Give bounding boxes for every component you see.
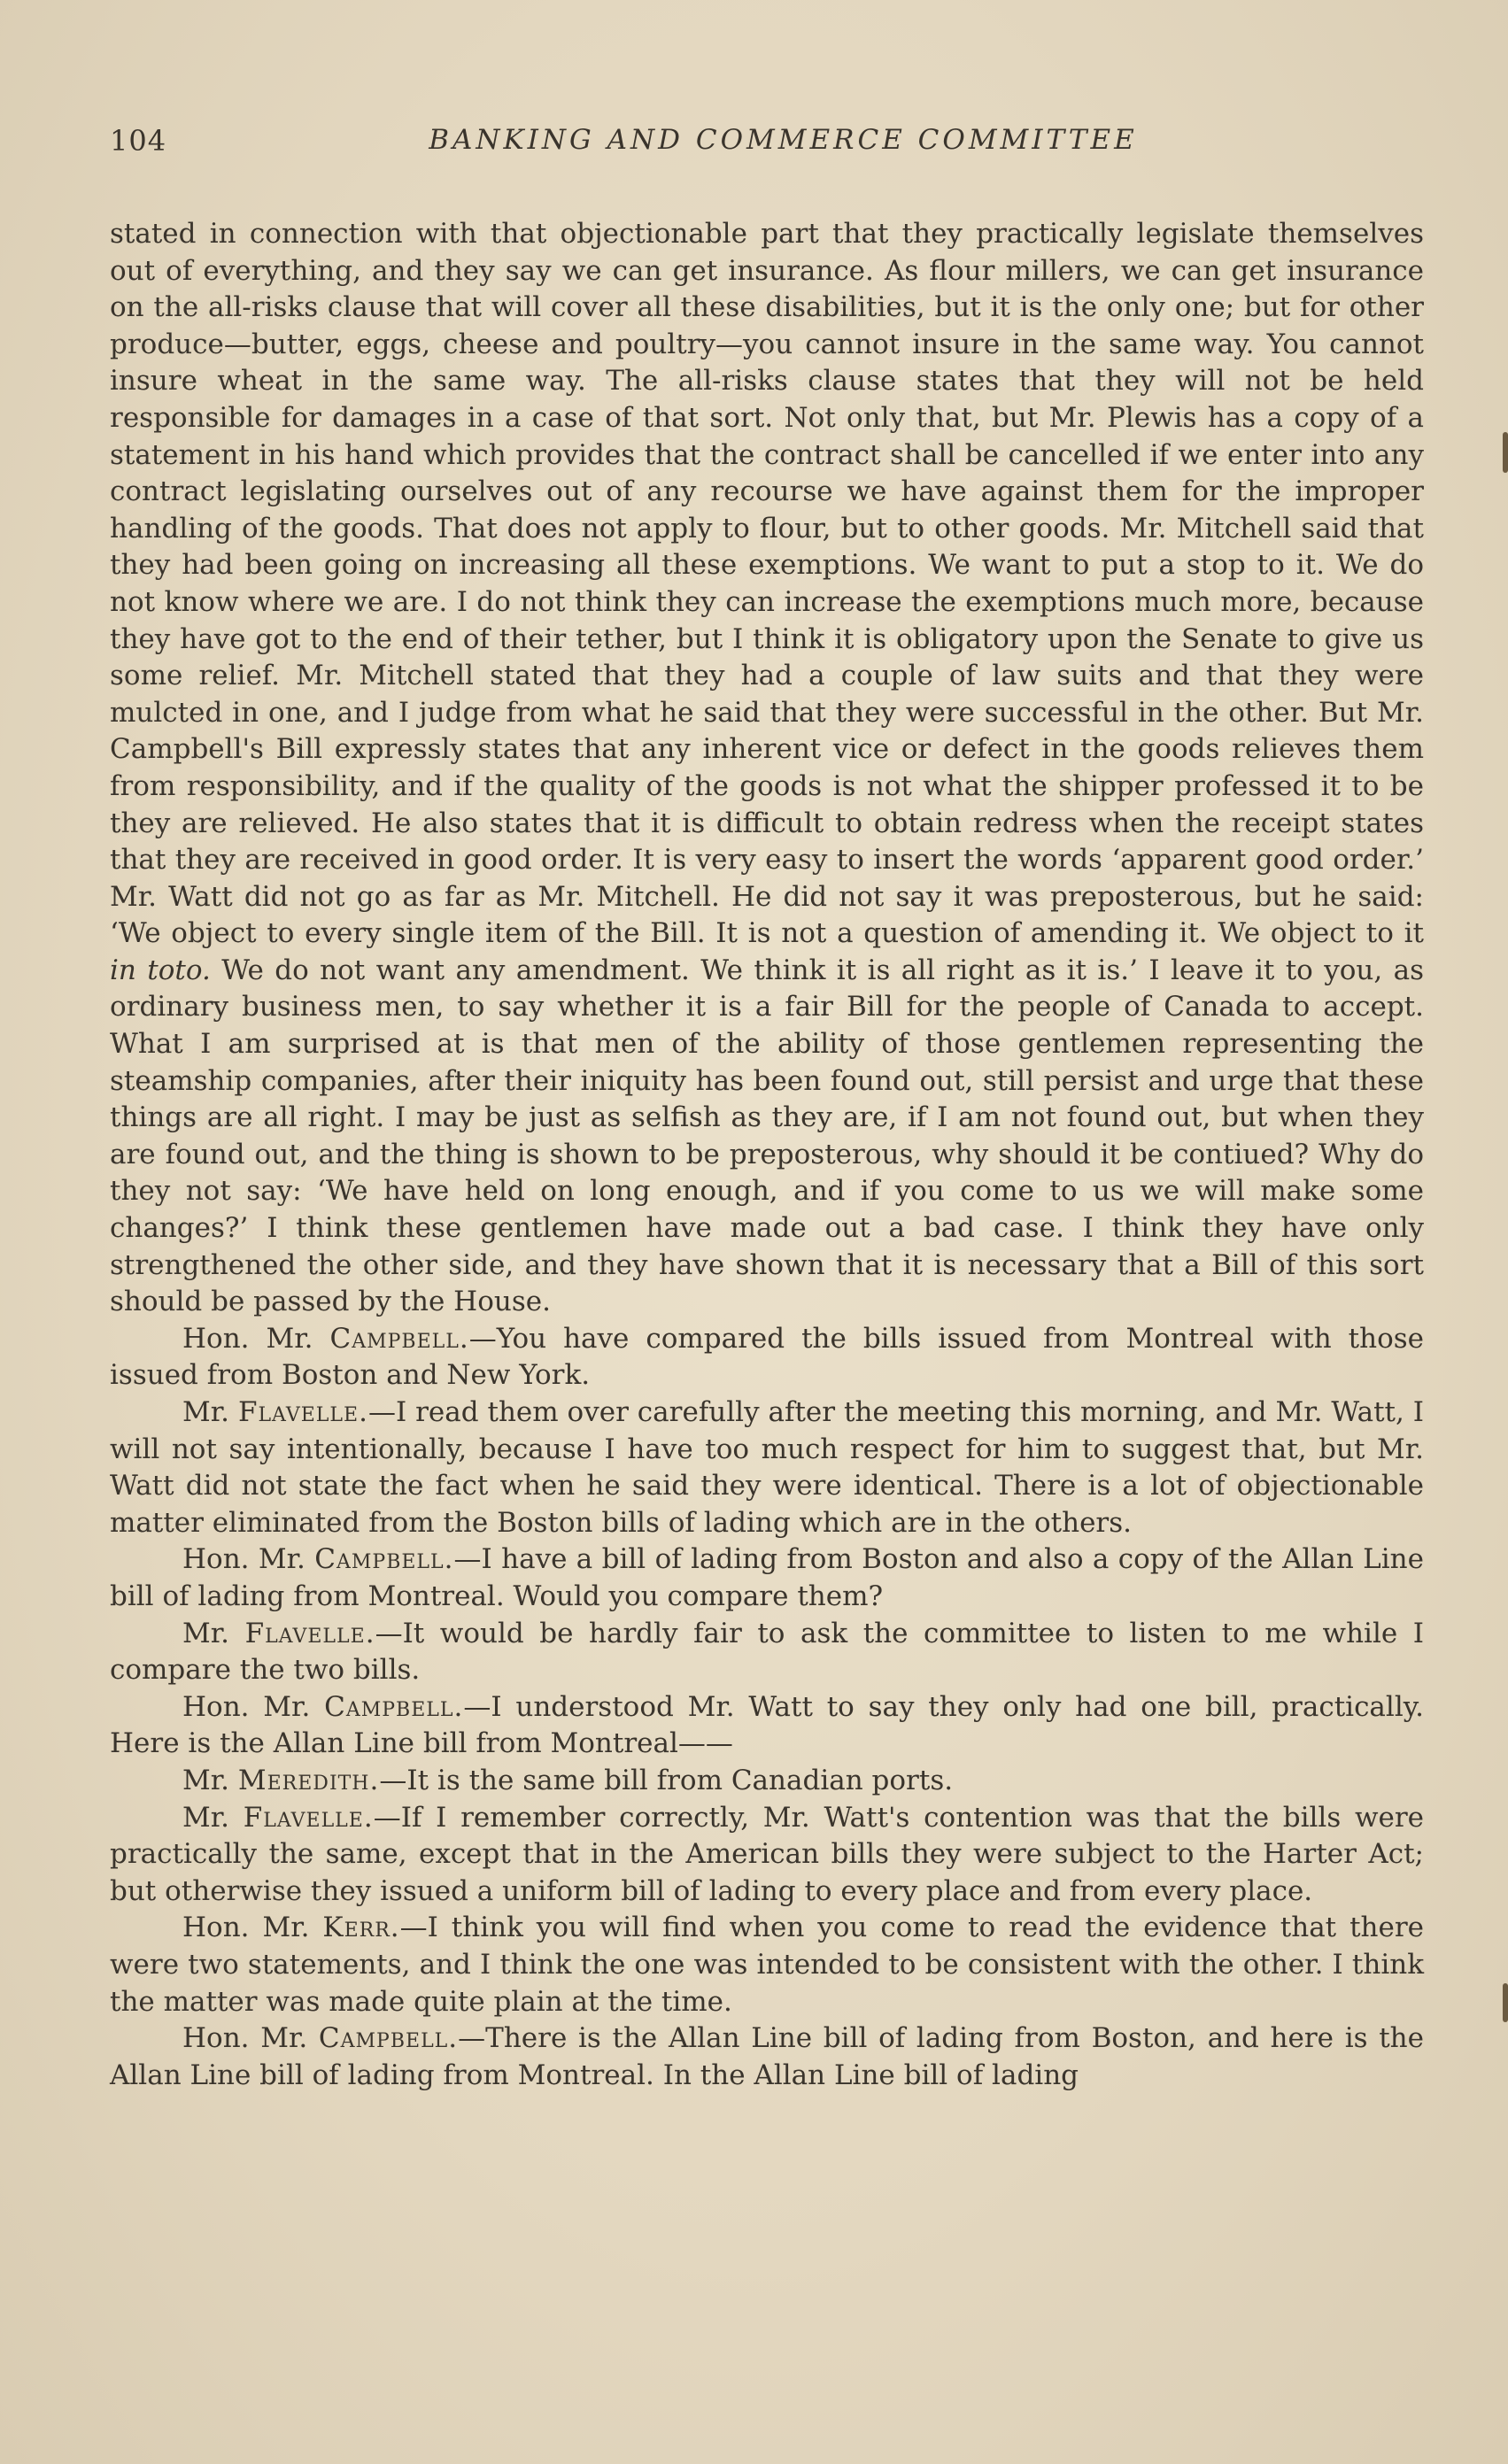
speaker-prefix: Hon. Mr.: [182, 1543, 305, 1576]
speaker-prefix: Hon. Mr.: [182, 2022, 308, 2055]
speaker-prefix: Mr.: [182, 1764, 230, 1796]
speaker-prefix: Hon. Mr.: [182, 1322, 313, 1355]
paragraph: Mr. Flavelle.—It would be hardly fair to ask the committee to listen to me while I compare the two bills.: [110, 1617, 1424, 1687]
speaker-prefix: Mr.: [182, 1396, 230, 1428]
paragraph: Hon. Mr. Kerr.—I think you will find when you come to read the evidence that there were two statements, and I think the one was intended to be consistent with the other. I think the matter was made quite plain at the time.: [110, 1912, 1424, 2018]
speaker-name: Kerr.: [322, 1912, 400, 1944]
paragraph: Hon. Mr. Campbell.—There is the Allan Line bill of lading from Boston, and here is the Allan Line bill of lading from Montreal. In the Allan Line bill of lading: [110, 2022, 1424, 2091]
paragraph: Mr. Flavelle.—If I remember correctly, Mr. Watt's contention was that the bills were practically the same, except that in the American bills they were subject to the Harter Act; but otherwise they issued a uniform bill of lading to every place and from every place.: [110, 1801, 1424, 1907]
speaker-name: Flavelle.: [237, 1396, 368, 1428]
speaker-name: Campbell.: [314, 1543, 454, 1576]
paragraph: stated in connection with that objectionable part that they practically legislate themselves out of everything, and they say we can get insurance. As flour millers, we can get insurance on the all-risks clause that will cover all these disabilities, but it is the only one; but for other produce—butter, eggs, cheese and poultry—you cannot insure in the same way. You cannot insure wheat in the same way. The all-risks clause states that they will not be held responsible for damages in a case of that sort. Not only that, but Mr. Plewis has a copy of a statement in his hand which provides that the contract shall be cancelled if we enter into any contract legislating ourselves out of any recourse we have against them for the improper handling of the goods. That does not apply to flour, but to other goods. Mr. Mitchell said that they had been going on increasing all these exemptions. We want to put a stop to it. We do not know where we are. I do not think they can increase the exemptions much more, because they have got to the end of their tether, but I think it is obligatory upon the Senate to give us some relief. Mr. Mitchell stated that they had a couple of law suits and that they were mulcted in one, and I judge from what he said that they were successful in the other. But Mr. Campbell's Bill expressly states that any inherent vice or defect in the goods relieves them from responsibility, and if the quality of the goods is not what the shipper professed it to be they are relieved. He also states that it is difficult to obtain redress when the receipt states that they are received in good order. It is very easy to insert the words ‘apparent good order.’ Mr. Watt did not go as far as Mr. Mitchell. He did not say it was preposterous, but he said: ‘We object to every single item of the Bill. It is not a question of amending it. We object to it in toto. We do not want any amendment. We think it is all right as it is.’ I leave it to you, as ordinary business men, to say whether it is a fair Bill for the people of Canada to accept. What I am surprised at is that men of the ability of those gentlemen representing the steamship companies, after their iniquity has been found out, still persist and urge that these things are all right. I may be just as selfish as they are, if I am not found out, but when they are found out, and the thing is shown to be preposterous, why should it be contiued? Why do they not say: ‘We have held on long enough, and if you come to us we will make some changes?’ I think these gentlemen have made out a bad case. I think they have only strengthened the other side, and they have shown that it is necessary that a Bill of this sort should be passed by the House.: [110, 218, 1424, 1318]
paragraph: Hon. Mr. Campbell.—I understood Mr. Watt to say they only had one bill, practically. Here is the Allan Line bill from Montreal——: [110, 1690, 1424, 1760]
body-text: [110, 216, 1424, 2094]
page-number: 104: [110, 124, 167, 158]
running-head: BANKING AND COMMERCE COMMITTEE: [429, 124, 1138, 156]
speaker-name: Flavelle.: [243, 1801, 374, 1834]
page-edge-mark: [1503, 432, 1508, 473]
paragraph: Mr. Meredith.—It is the same bill from Canadian ports.: [182, 1764, 954, 1796]
speaker-prefix: Mr.: [182, 1617, 230, 1649]
speaker-name: Campbell.: [318, 2022, 459, 2055]
speaker-name: Meredith.: [237, 1764, 380, 1796]
speaker-prefix: Hon. Mr.: [182, 1690, 311, 1723]
page-edge-mark: [1503, 1983, 1508, 2022]
speaker-name: Campbell.: [329, 1322, 469, 1355]
speaker-prefix: Hon. Mr.: [182, 1912, 310, 1944]
speaker-prefix: Mr.: [182, 1801, 230, 1834]
page-header: [110, 124, 1421, 177]
speaker-name: Flavelle.: [244, 1617, 375, 1649]
italic-phrase: in toto.: [110, 954, 211, 986]
speaker-name: Campbell.: [324, 1690, 464, 1723]
paragraph: Hon. Mr. Campbell.—You have compared the bills issued from Montreal with those issued from Boston and New York.: [110, 1322, 1424, 1392]
paragraph: Mr. Flavelle.—I read them over carefully after the meeting this morning, and Mr. Watt, I will not say intentionally, because I have too much respect for him to suggest that, but Mr. Watt did not state the fact when he said they were identical. There is a lot of objectionable matter eliminated from the Boston bills of lading which are in the others.: [110, 1396, 1425, 1539]
paragraph: Hon. Mr. Campbell.—I have a bill of lading from Boston and also a copy of the Allan Line bill of lading from Montreal. Would you compare them?: [110, 1543, 1424, 1612]
